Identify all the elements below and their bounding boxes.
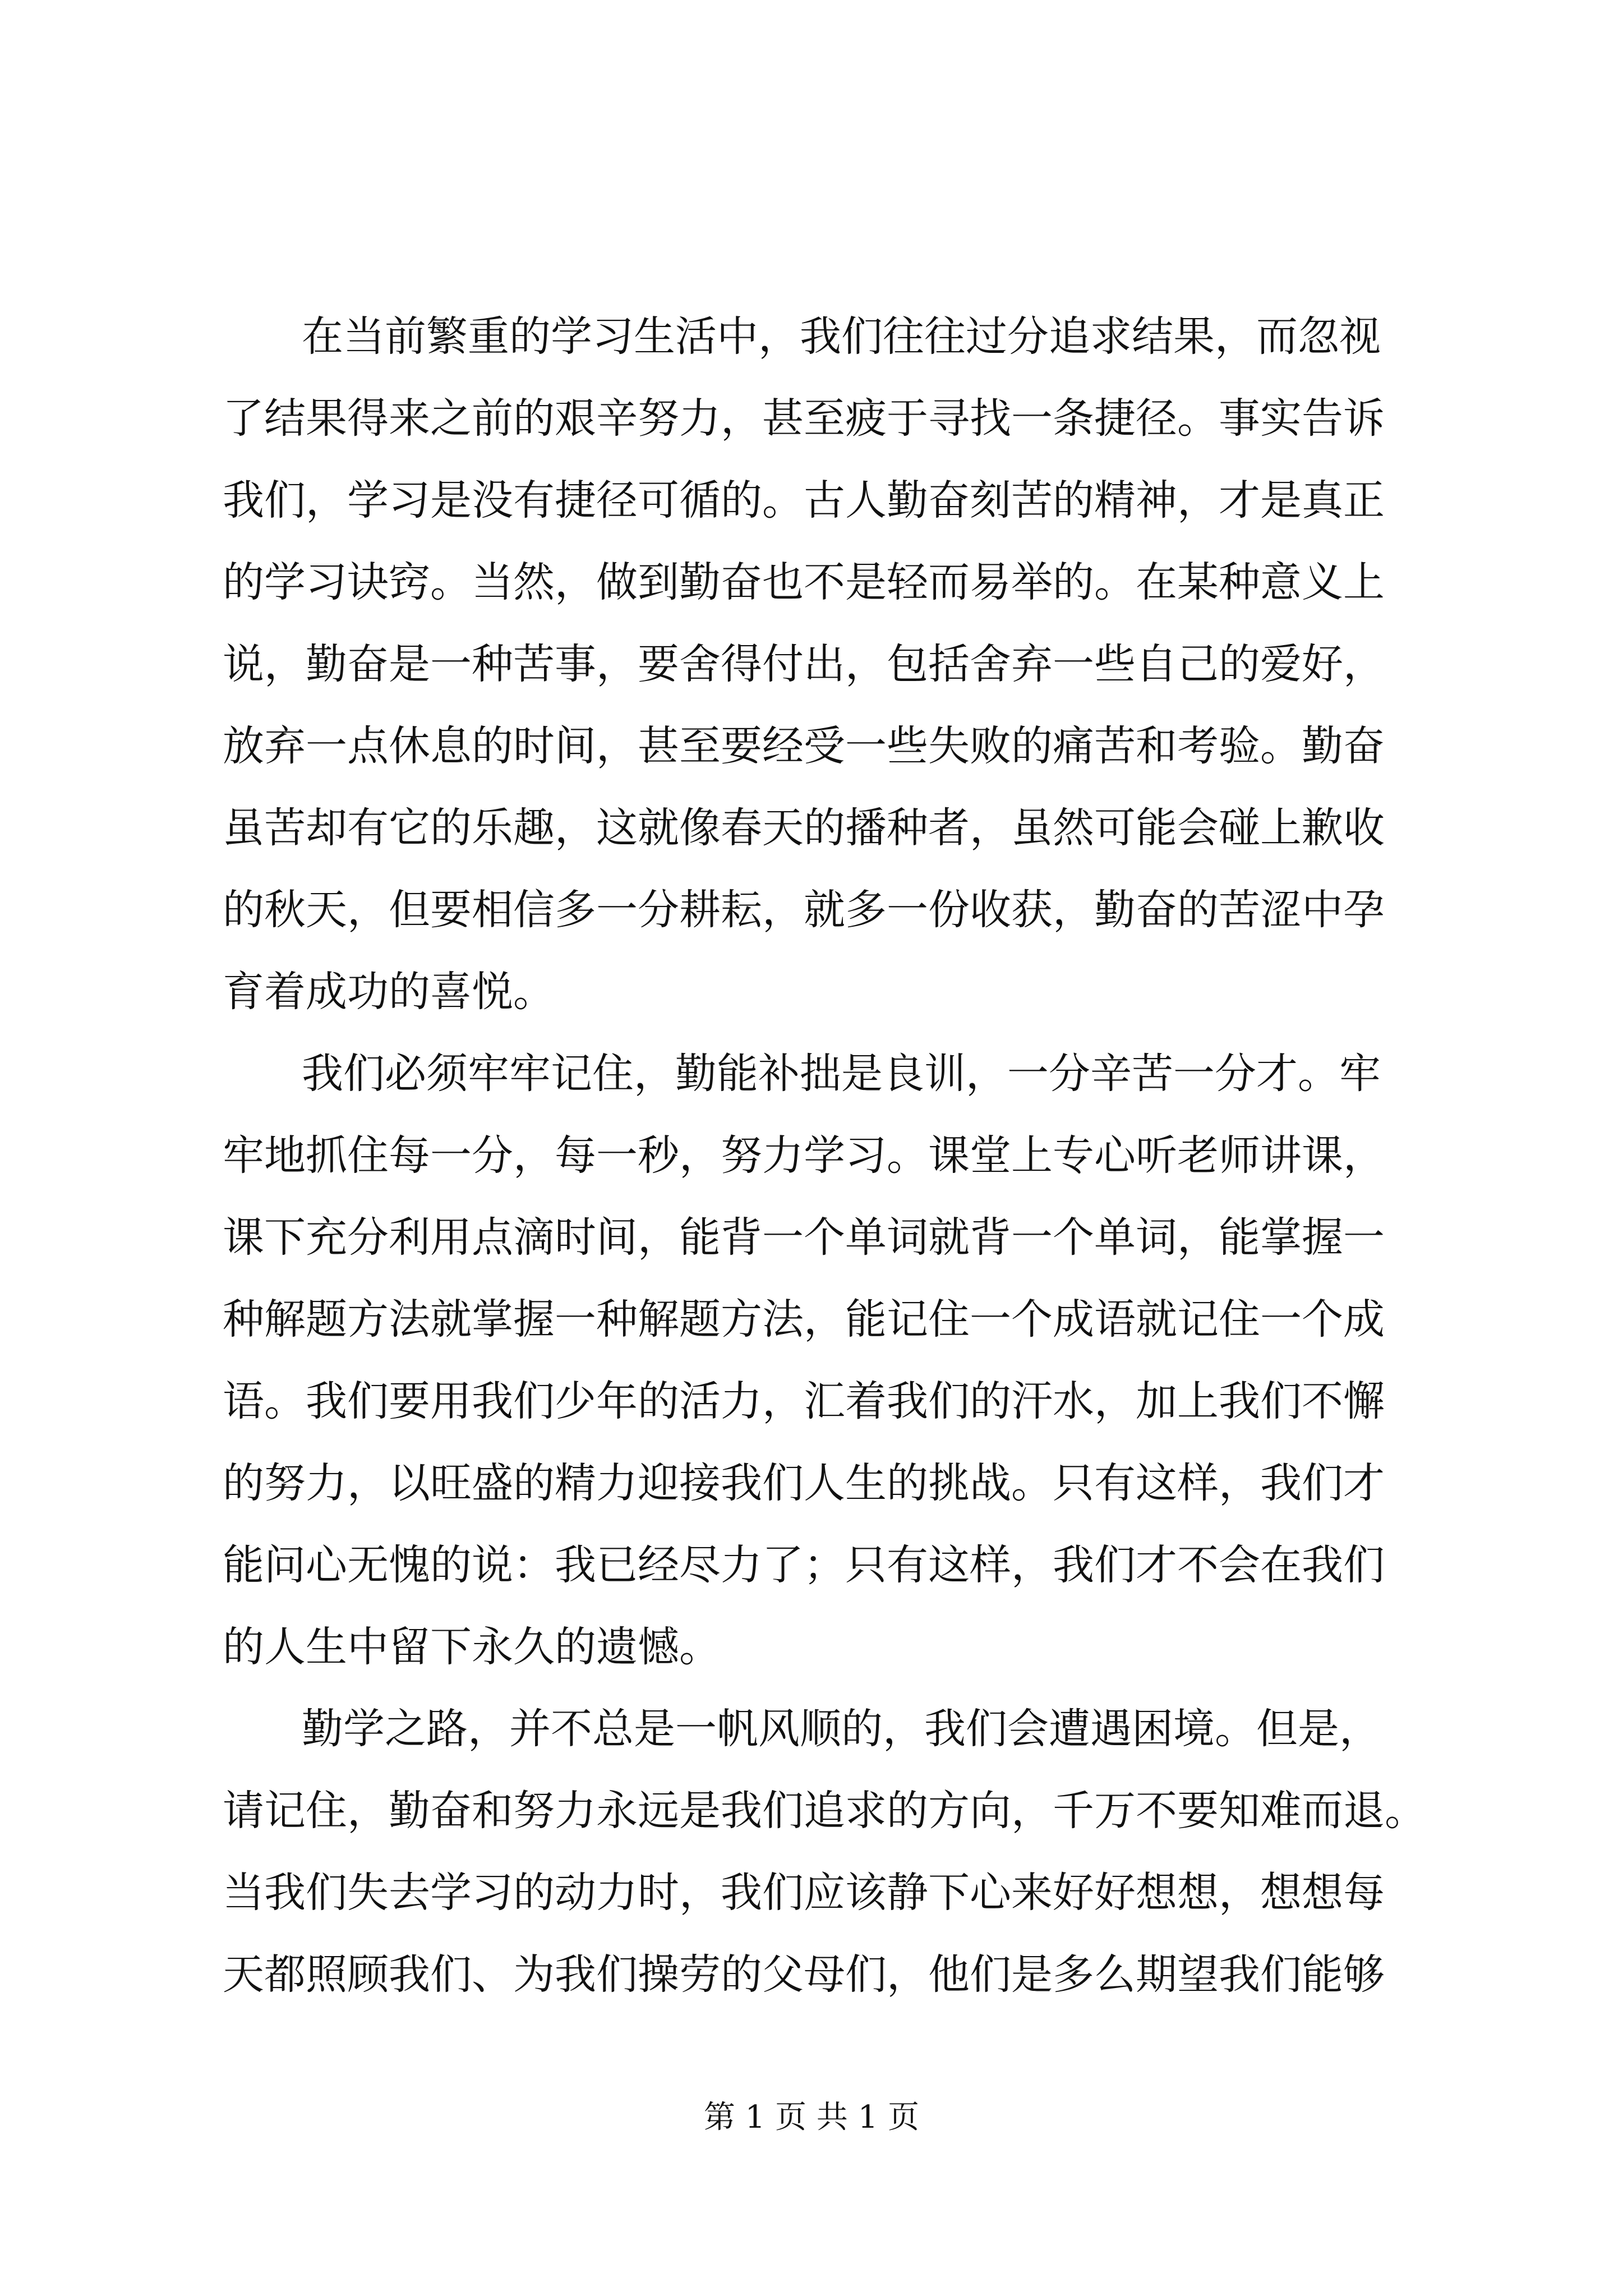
text-line: 请记住，勤奋和努力永远是我们追求的方向，千万不要知难而退。	[223, 1787, 1426, 1835]
text-line: 说，勤奋是一种苦事，要舍得付出，包括舍弃一些自己的爱好，	[223, 640, 1385, 688]
text-line: 当我们失去学习的动力时，我们应该静下心来好好想想，想想每	[223, 1869, 1385, 1917]
text-line: 牢地抓住每一分，每一秒，努力学习。课堂上专心听老师讲课，	[223, 1131, 1385, 1180]
text-line: 的人生中留下永久的遗憾。	[223, 1623, 721, 1671]
text-line: 种解题方法就掌握一种解题方法，能记住一个成语就记住一个成	[223, 1295, 1385, 1343]
page-number-footer: 第 1 页 共 1 页	[703, 2099, 920, 2136]
text-line: 语。我们要用我们少年的活力，汇着我们的汗水，加上我们不懈	[223, 1377, 1385, 1425]
text-line: 天都照顾我们、为我们操劳的父母们，他们是多么期望我们能够	[223, 1950, 1385, 1999]
text-line: 的秋天，但要相信多一分耕耘，就多一份收获，勤奋的苦涩中孕	[223, 886, 1385, 934]
text-line: 育着成功的喜悦。	[223, 968, 555, 1016]
text-line: 课下充分利用点滴时间，能背一个单词就背一个单词，能掌握一	[223, 1213, 1385, 1262]
text-line: 放弃一点休息的时间，甚至要经受一些失败的痛苦和考验。勤奋	[223, 722, 1385, 770]
text-line: 我们，学习是没有捷径可循的。古人勤奋刻苦的精神，才是真正	[223, 476, 1385, 524]
text-line: 了结果得来之前的艰辛努力，甚至疲于寻找一条捷径。事实告诉	[223, 394, 1385, 443]
text-line: 勤学之路，并不总是一帆风顺的，我们会遭遇困境。但是，	[302, 1705, 1381, 1753]
text-line: 的学习诀窍。当然，做到勤奋也不是轻而易举的。在某种意义上	[223, 558, 1385, 606]
text-line: 虽苦却有它的乐趣，这就像春天的播种者，虽然可能会碰上歉收	[223, 804, 1385, 852]
text-line: 在当前繁重的学习生活中，我们往往过分追求结果，而忽视	[302, 312, 1381, 361]
text-line: 能问心无愧的说：我已经尽力了；只有这样，我们才不会在我们	[223, 1541, 1385, 1589]
text-line: 的努力，以旺盛的精力迎接我们人生的挑战。只有这样，我们才	[223, 1459, 1385, 1507]
text-line: 我们必须牢牢记住，勤能补拙是良训，一分辛苦一分才。牢	[302, 1050, 1381, 1098]
